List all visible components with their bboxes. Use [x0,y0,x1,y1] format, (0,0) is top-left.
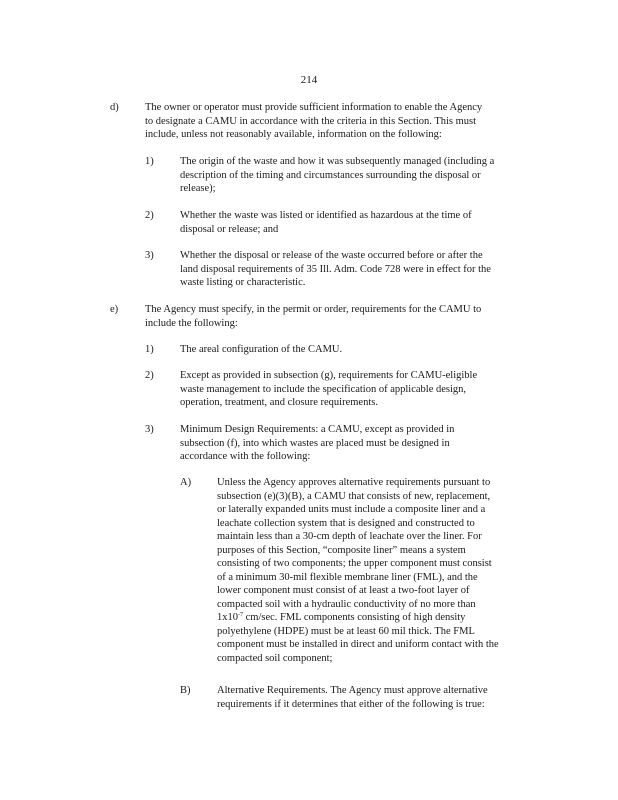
page-number: 214 [300,74,318,86]
section-d-item-2-label: 2) [145,210,154,221]
section-e-item-3-text: Minimum Design Requirements: a CAMU, except as provided in subsection (f), into which wastes are placed must be designed in accordance with the following: [180,424,455,462]
section-e-label: e) [110,304,119,315]
subitem-b-text: Alternative Requirements. The Agency must approve alternative requirements if it determines that either of the following is true: [217,685,488,710]
section-d-item-3-text: Whether the disposal or release of the waste occurred before or after the land disposal requirements of 35 Ill. Adm. Code 728 were in effect for the waste listing or characteristic. [180,250,491,288]
section-d-item-3-label: 3) [145,250,154,261]
section-e-item-1-text: The areal configuration of the CAMU. [180,344,343,355]
section-d-text: The owner or operator must provide sufficient information to enable the Agency to designate a CAMU in accordance with the criteria in this Section. This must include, unless not reasonably available, information on the following: [145,102,483,140]
subitem-a-text-part-1: Unless the Agency approves alternative requirements pursuant to subsection (e)(3)(B), a CAMU that consists of new, replacement, or laterally expanded units must include a composite liner and a leachate collection system that is designed and constructed to maintain less than a 30-cm depth of leachate over the liner. For purposes of this Section, “composite liner” means a system consisting of two components; the upper component must consist of a minimum 30-mil flexible membrane liner (FML), and the lower component must consist of at least a two-foot layer of compacted soil with a hydraulic conductivity of no more than 1x10 [217,477,492,623]
exponent-superscript: -7 [238,612,243,618]
subitem-a-text [217,476,542,665]
section-d-item-2-text: Whether the waste was listed or identified as hazardous at the time of disposal or release; and [180,210,472,235]
subitem-b-label: B) [180,685,191,696]
section-d-label: d) [110,102,119,113]
section-d-item-1-label: 1) [145,156,154,167]
section-e-item-2-label: 2) [145,370,154,381]
section-e-item-3-label: 3) [145,424,154,435]
section-e-item-2-text: Except as provided in subsection (g), requirements for CAMU-eligible waste management to include the specification of applicable design, operation, treatment, and closure requirements. [180,370,478,408]
section-d-item-1-text: The origin of the waste and how it was subsequently managed (including a description of the timing and circumstances surrounding the disposal or release); [180,156,495,194]
subitem-a-text-part-2: cm/sec. FML components consisting of high density polyethylene (HDPE) must be at least 60 mil thick. The FML component must be installed in direct and uniform contact with the compacted soil component; [217,612,499,664]
section-e-item-1-label: 1) [145,344,154,355]
subitem-a-label: A) [180,477,192,488]
section-e-text: The Agency must specify, in the permit or order, requirements for the CAMU to include the following: [145,304,482,329]
